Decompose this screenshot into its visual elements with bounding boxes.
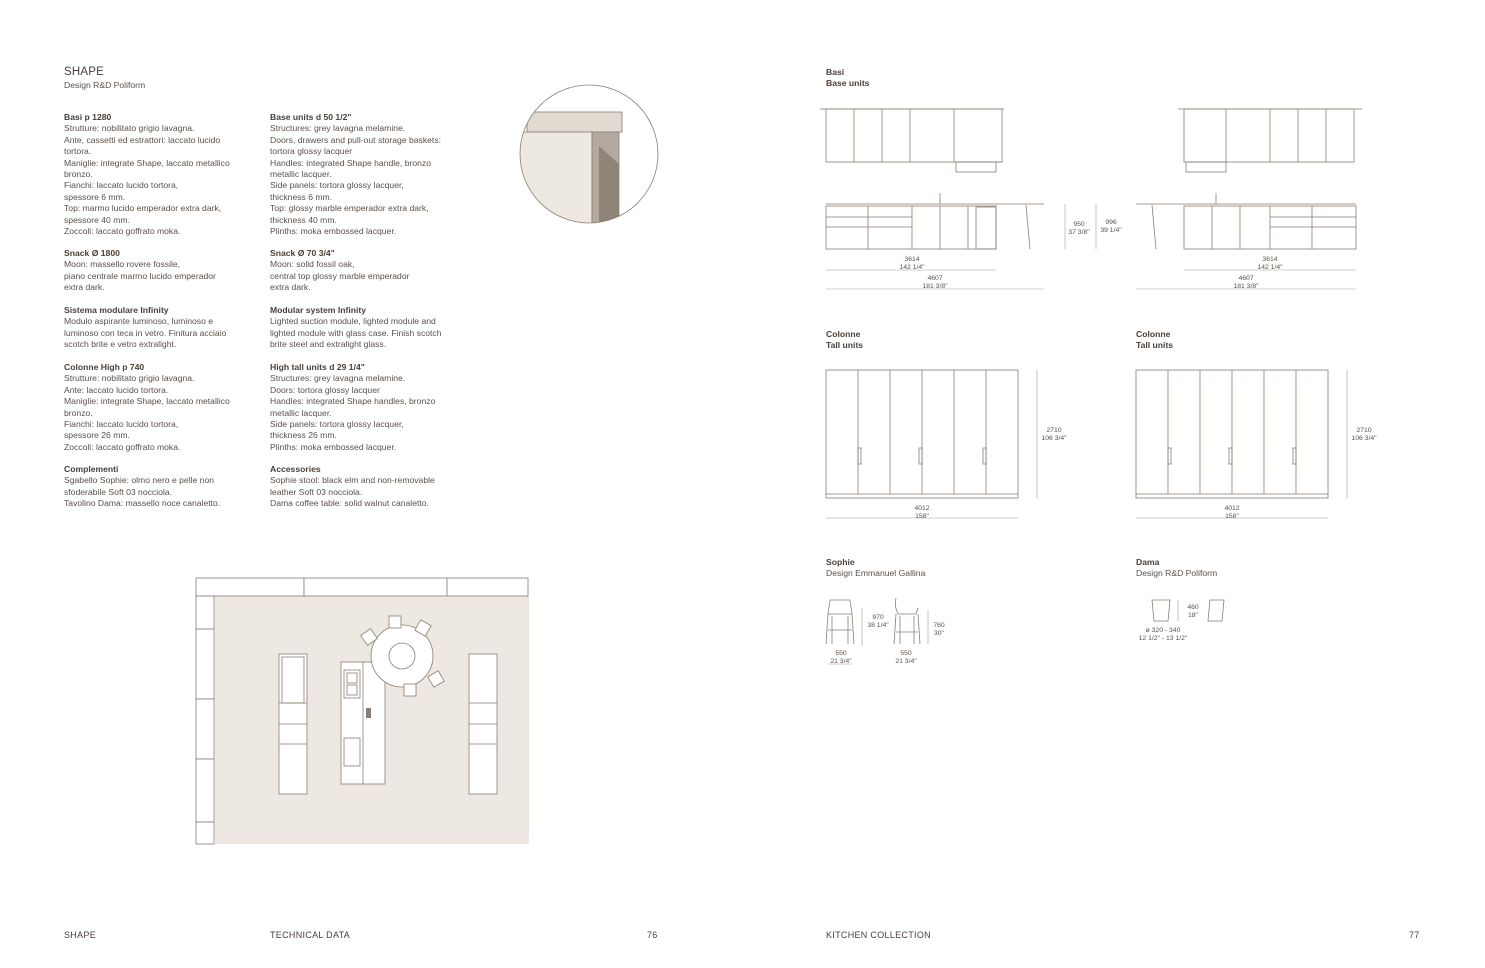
- page-number-left: 76: [647, 930, 658, 940]
- sophie-heading: Sophie: [826, 557, 855, 567]
- spec-line: Ante, cassetti ed estrattori: laccato lucido: [64, 134, 221, 145]
- tall-units-heading-en-right: Tall units: [1136, 340, 1174, 350]
- footer-product: SHAPE: [64, 930, 97, 940]
- spec-line: thickness 40 mm.: [270, 214, 337, 225]
- spec-line: Strutture: nobilitato grigio lavagna.: [64, 123, 195, 134]
- tall-units-heading-it-right: Colonne: [1136, 329, 1171, 339]
- spec-line: central top glossy marble emperador: [270, 270, 410, 281]
- spec-block: [270, 305, 460, 351]
- spec-line: tortora.: [64, 146, 92, 157]
- spec-line: extra dark.: [270, 282, 311, 293]
- spec-line: lighted module with glass case. Finish scotch: [270, 327, 442, 338]
- spec-line: thickness 6 mm.: [270, 191, 333, 202]
- spec-line: leather Soft 03 nocciola.: [270, 486, 363, 497]
- spec-line: Doors: tortora glossy lacquer: [270, 384, 380, 395]
- spec-line: Top: glossy marble emperador extra dark,: [270, 203, 429, 214]
- sophie-width-dim: 550 21 3/4": [830, 650, 852, 665]
- spec-line: Structures: grey lavagna melamine.: [270, 123, 406, 134]
- spec-line: Side panels: tortora glossy lacquer,: [270, 180, 404, 191]
- spec-line: piano centrale marmo lucido emperador: [64, 270, 216, 281]
- spec-heading: Basi p 1280: [64, 112, 112, 122]
- kitchen-floor-plan: [195, 576, 531, 846]
- footer-collection: KITCHEN COLLECTION: [826, 930, 931, 940]
- spec-heading: Accessories: [270, 464, 321, 474]
- spec-line: metallic lacquer.: [270, 407, 332, 418]
- spec-line: Structures: grey lavagna melamine.: [270, 373, 406, 384]
- page-number-right: 77: [1409, 930, 1420, 940]
- spec-line: Handles: integrated Shape handle, bronzo: [270, 157, 432, 168]
- base-units-heading-it: Basi: [826, 67, 845, 77]
- spec-line: bronzo.: [64, 407, 93, 418]
- sophie-height-dim: 970 38 1/4": [867, 614, 889, 629]
- dama-heading: Dama: [1136, 557, 1160, 567]
- spec-block: [64, 248, 254, 294]
- spec-line: Modulo aspirante luminoso, luminoso e: [64, 316, 214, 327]
- base-height-dim-2: 996 39 1/4": [1100, 219, 1122, 234]
- spec-line: Sgabello Sophie: olmo nero e pelle non: [64, 475, 215, 486]
- spec-line: Sophie stool: black elm and non-removable: [270, 475, 435, 486]
- spec-line: metallic lacquer.: [270, 169, 332, 180]
- base-units-drawing-left: [820, 105, 1110, 295]
- base-total-width-dim-right: 4607 181 3/8": [1233, 275, 1259, 290]
- spec-line: Zoccoli: laccato goffrato moka.: [64, 441, 181, 452]
- spec-block: [270, 362, 460, 453]
- spec-line: extra dark.: [64, 282, 105, 293]
- spec-line: bronzo.: [64, 169, 93, 180]
- spec-line: spessore 6 mm.: [64, 191, 126, 202]
- tall-height-dim-right: 2710 106 3/4": [1351, 427, 1377, 442]
- spec-line: Maniglie: integrate Shape, laccato metallico: [64, 396, 230, 407]
- spec-line: brite steel and extralight glass.: [270, 339, 387, 350]
- designer-credit: Design R&D Poliform: [64, 80, 146, 90]
- spec-line: Moon: massello rovere fossile,: [64, 259, 181, 270]
- spec-heading: Modular system Infinity: [270, 305, 366, 315]
- spec-line: Maniglie: integrate Shape, laccato metallico: [64, 157, 230, 168]
- base-width-dim: 3614 142 1/4": [899, 256, 925, 271]
- spec-heading: High tall units d 29 1/4": [270, 362, 365, 372]
- spec-line: luminoso con teca in vetro. Finitura acciaio: [64, 327, 227, 338]
- sophie-width-dim-2: 550 21 3/4": [895, 650, 917, 665]
- spec-line: Top: marmo lucido emperador extra dark,: [64, 203, 222, 214]
- tall-units-drawing-right: [1134, 368, 1354, 524]
- spec-line: scotch brite e vetro extralight.: [64, 339, 177, 350]
- base-width-dim-right: 3614 142 1/4": [1257, 256, 1283, 271]
- sophie-seat-height-dim: 760 30": [933, 622, 945, 637]
- spec-heading: Snack Ø 70 3/4": [270, 248, 335, 258]
- spec-line: Dama coffee table: solid walnut canaletto.: [270, 498, 429, 509]
- spec-block: [64, 464, 254, 510]
- spec-line: thickness 26 mm.: [270, 430, 337, 441]
- dama-diameter-dim: ø 320 - 340 12 1/2" - 13 1/2": [1138, 627, 1188, 642]
- spec-line: Doors, drawers and pull-out storage baskets:: [270, 134, 442, 145]
- spec-heading: Colonne High p 740: [64, 362, 145, 372]
- spec-line: Lighted suction module, lighted module and: [270, 316, 436, 327]
- tall-width-dim-right: 4012 158": [1224, 505, 1240, 520]
- dama-designer: Design R&D Poliform: [1136, 568, 1218, 578]
- spec-heading: Complementi: [64, 464, 119, 474]
- edge-detail-drawing: [519, 84, 661, 226]
- spec-line: Handles: integrated Shape handles, bronzo: [270, 396, 436, 407]
- spec-line: Fianchi: laccato lucido tortora,: [64, 180, 179, 191]
- spec-line: Fianchi: laccato lucido tortora,: [64, 419, 179, 430]
- spec-line: Zoccoli: laccato goffrato moka.: [64, 226, 181, 237]
- spec-block: [64, 112, 254, 237]
- spec-block: [270, 248, 460, 294]
- spec-line: Side panels: tortora glossy lacquer,: [270, 419, 404, 430]
- base-units-heading-en: Base units: [826, 78, 870, 88]
- sophie-designer: Design Emmanuel Gallina: [826, 568, 926, 578]
- spec-line: Ante: laccato lucido tortora.: [64, 384, 169, 395]
- spec-heading: Base units d 50 1/2": [270, 112, 352, 122]
- tall-units-heading-it: Colonne: [826, 329, 861, 339]
- spec-line: Moon: solid fossil oak,: [270, 259, 355, 270]
- dama-height-dim: 460 18": [1187, 604, 1199, 619]
- spec-line: sfoderabile Soft 03 nocciola.: [64, 486, 172, 497]
- spec-line: spessore 26 mm.: [64, 430, 130, 441]
- tall-height-dim: 2710 106 3/4": [1041, 427, 1067, 442]
- spec-line: Tavolino Dama: massello noce canaletto.: [64, 498, 221, 509]
- spec-line: Plinths: moka embossed lacquer.: [270, 226, 397, 237]
- spec-line: spessore 40 mm.: [64, 214, 130, 225]
- product-title: SHAPE: [64, 66, 104, 78]
- footer-section: TECHNICAL DATA: [270, 930, 351, 940]
- spec-line: tortora glossy lacquer: [270, 146, 353, 157]
- tall-units-drawing-left: [824, 368, 1044, 524]
- spec-line: Strutture: nobilitato grigio lavagna.: [64, 373, 195, 384]
- spec-block: [270, 464, 460, 510]
- tall-units-heading-en: Tall units: [826, 340, 864, 350]
- spec-block: [270, 112, 460, 237]
- spec-block: [64, 305, 254, 351]
- spec-heading: Snack Ø 1800: [64, 248, 120, 258]
- spec-block: [64, 362, 254, 453]
- base-height-dim: 950 37 3/8": [1068, 221, 1090, 236]
- base-total-width-dim: 4607 181 3/8": [922, 275, 948, 290]
- spec-heading: Sistema modulare Infinity: [64, 305, 169, 315]
- tall-width-dim: 4012 158": [914, 505, 930, 520]
- spec-line: Plinths: moka embossed lacquer.: [270, 441, 397, 452]
